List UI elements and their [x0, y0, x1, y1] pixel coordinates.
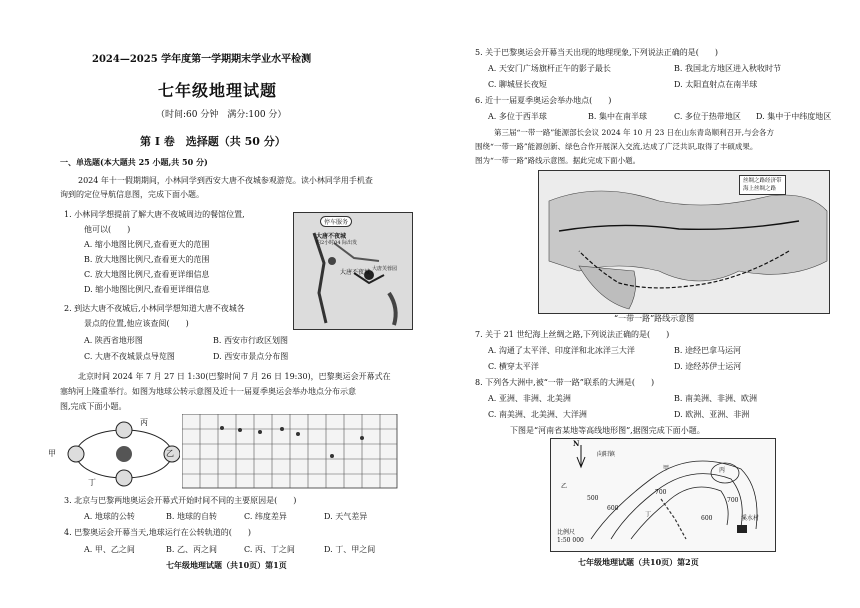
intro3-line3: 图为“一带一路”路线示意图。据此完成下面小题。	[475, 156, 641, 165]
q2-option-a[interactable]: A. 陕西省地形图	[84, 336, 143, 345]
exam-header: 2024—2025 学年度第一学期期末学业水平检测	[92, 54, 312, 65]
belt-road-map	[538, 170, 830, 314]
q8-option-c[interactable]: C. 南美洲、北美洲、大洋洲	[488, 410, 587, 419]
q1-stem-line1: 1. 小林同学想提前了解大唐不夜城周边的餐馆位置,	[64, 210, 245, 219]
intro1-line1: 2024 年十一假期期间，小林同学到西安大唐不夜城参观游览。读小林同学用手机查	[78, 176, 373, 185]
left-footer: 七年级地理试题（共10页）第1页	[166, 560, 287, 570]
contour-600-label-b: 600	[701, 515, 713, 522]
q5-stem: 5. 关于巴黎奥运会开幕当天出现的地理现象,下列说法正确的是( )	[475, 48, 718, 57]
orbit-label-b: 乙	[166, 449, 174, 458]
q4-stem: 4. 巴黎奥运会开幕当天,地球运行在公转轨道的( )	[64, 528, 251, 537]
q1-option-b[interactable]: B. 放大地图比例尺,查看更大的范围	[84, 255, 210, 264]
q2-stem-line1: 2. 到达大唐不夜城后,小林同学想知道大唐不夜城各	[64, 304, 245, 313]
q7-option-b[interactable]: B. 途经巴拿马运河	[674, 346, 741, 355]
orbit-label-a: 甲	[48, 449, 56, 458]
orbit-label-c: 丙	[140, 418, 148, 427]
intro2-line3: 图,完成下面小题。	[60, 402, 127, 411]
point-d-label: 丁	[645, 511, 652, 518]
orbit-label-d: 丁	[88, 478, 96, 487]
q3-option-b[interactable]: B. 地球的自转	[166, 512, 217, 521]
q8-option-a[interactable]: A. 亚洲、非洲、北美洲	[488, 394, 571, 403]
q3-option-c[interactable]: C. 纬度差异	[244, 512, 287, 521]
scale-box	[557, 529, 584, 545]
q2-option-c[interactable]: C. 大唐不夜城景点导览图	[84, 352, 175, 361]
earth-orbit-diagram	[62, 418, 180, 490]
q7-option-c[interactable]: C. 横穿太平洋	[488, 362, 539, 371]
contour-700-label-a: 700	[655, 489, 667, 496]
stop-service-label: 停车服务	[320, 216, 352, 227]
q5-option-d[interactable]: D. 太阳直射点在南半球	[674, 80, 758, 89]
page-title: 七年级地理试题	[158, 81, 278, 100]
legend-land-route: 丝绸之路经济带	[743, 178, 782, 184]
q2-option-b[interactable]: B. 西安市行政区划图	[213, 336, 288, 345]
north-arrow-label: N	[573, 439, 580, 448]
q7-stem: 7. 关于 21 世纪海上丝绸之路,下列说法正确的是( )	[475, 330, 670, 339]
q4-option-c[interactable]: C. 丙、丁之间	[244, 545, 295, 554]
q8-option-b[interactable]: B. 南美洲、非洲、欧洲	[674, 394, 757, 403]
point-c-label: 丙	[719, 467, 726, 474]
intro2-line2: 塞纳河上隆重举行。如图为地球公转示意图及近十一届夏季奥运会举办地点分布示意	[60, 387, 356, 396]
contour-700-label-b: 700	[727, 497, 739, 504]
q1-option-a[interactable]: A. 缩小地图比例尺,查看更大的范围	[84, 240, 210, 249]
right-page	[430, 0, 860, 608]
q6-option-b[interactable]: B. 集中在南半球	[588, 112, 647, 121]
scale-title: 比例尺	[557, 529, 576, 536]
right-footer: 七年级地理试题（共10页）第2页	[578, 557, 699, 567]
q5-option-a[interactable]: A. 天安门广场旗杆正午的影子最长	[488, 64, 611, 73]
intro1-line2: 询到的定位导航信息图，完成下面小题。	[60, 190, 204, 199]
q6-option-a[interactable]: A. 多位于西半球	[488, 112, 547, 121]
town-label: 向阳镇	[597, 451, 616, 458]
intro2-line1: 北京时间 2024 年 7 月 27 日 1:30(巴黎时间 7 月 26 日 19:30)，巴黎奥运会开幕式在	[78, 372, 391, 381]
map-place-label: 大唐不夜城	[316, 233, 347, 240]
q5-option-c[interactable]: C. 聊城昼长夜短	[488, 80, 547, 89]
contour-map	[550, 438, 776, 552]
intro3-line2: 围绕“一带一路”能源创新、绿色合作开展深入交流,达成了广泛共识,取得了丰硕成果。	[475, 142, 758, 151]
part-title: 第 Ⅰ 卷 选择题（共 50 分）	[140, 135, 286, 148]
time-score: （时间:60 分钟 满分:100 分）	[156, 110, 287, 120]
q3-option-d[interactable]: D. 天气差异	[324, 512, 368, 521]
q6-stem: 6. 近十一届夏季奥运会举办地点( )	[475, 96, 612, 105]
section-heading: 一、单选题(本大题共 25 小题,共 50 分)	[60, 157, 208, 167]
q1-option-c[interactable]: C. 放大地图比例尺,查看更详细信息	[84, 270, 210, 279]
q6-option-c[interactable]: C. 多位于热带地区	[674, 112, 741, 121]
legend-sea-route: 海上丝绸之路	[743, 186, 777, 192]
village-label: 溪水村	[741, 515, 760, 522]
q4-option-b[interactable]: B. 乙、丙之间	[166, 545, 217, 554]
intro3-line1: 第三届“一带一路”能源部长会议 2024 年 10 月 23 日在山东青岛顺利召开,与会各方	[494, 128, 775, 137]
point-b-label: 乙	[561, 483, 568, 490]
q3-stem: 3. 北京与巴黎两地奥运会开幕式开始时间不同的主要原因是( )	[64, 496, 297, 505]
navigation-map	[293, 212, 413, 330]
q2-option-d[interactable]: D. 西安市景点分布图	[213, 352, 289, 361]
contour-500-label: 500	[587, 495, 599, 502]
q8-option-d[interactable]: D. 欧洲、亚洲、非洲	[674, 410, 750, 419]
q6-option-d[interactable]: D. 集中于中纬度地区	[756, 112, 832, 121]
q1-option-d[interactable]: D. 缩小地图比例尺,查看更详细信息	[84, 285, 210, 294]
scale-value: 1:50 000	[557, 537, 584, 544]
map-distance-label: 约2小时04 际出发	[316, 240, 358, 246]
contour-600-label: 600	[607, 505, 619, 512]
q2-stem-line2: 景点的位置,他应该查阅( )	[84, 319, 189, 328]
map-road-label: 大唐芙蓉园	[372, 266, 398, 272]
map-caption: “一带一路”路线示意图	[614, 314, 695, 323]
q8-stem: 8. 下列各大洲中,被“一带一路”联系的大洲是( )	[475, 378, 655, 387]
map-legend	[739, 175, 786, 195]
map-dest-label: 大唐不夜城	[340, 269, 371, 276]
q3-option-a[interactable]: A. 地球的公转	[84, 512, 135, 521]
q1-stem-line2: 他可以( )	[84, 225, 131, 234]
olympic-sites-map	[182, 414, 402, 492]
q5-option-b[interactable]: B. 我国北方地区进入秋收时节	[674, 64, 781, 73]
intro4: 下图是“河南省某地等高线地形图”,据图完成下面小题。	[510, 426, 705, 435]
q7-option-a[interactable]: A. 沟通了太平洋、印度洋和北冰洋三大洋	[488, 346, 635, 355]
q4-option-a[interactable]: A. 甲、乙之间	[84, 545, 135, 554]
point-a-label: 甲	[663, 465, 670, 472]
q7-option-d[interactable]: D. 途经苏伊士运河	[674, 362, 742, 371]
q4-option-d[interactable]: D. 丁、甲之间	[324, 545, 376, 554]
